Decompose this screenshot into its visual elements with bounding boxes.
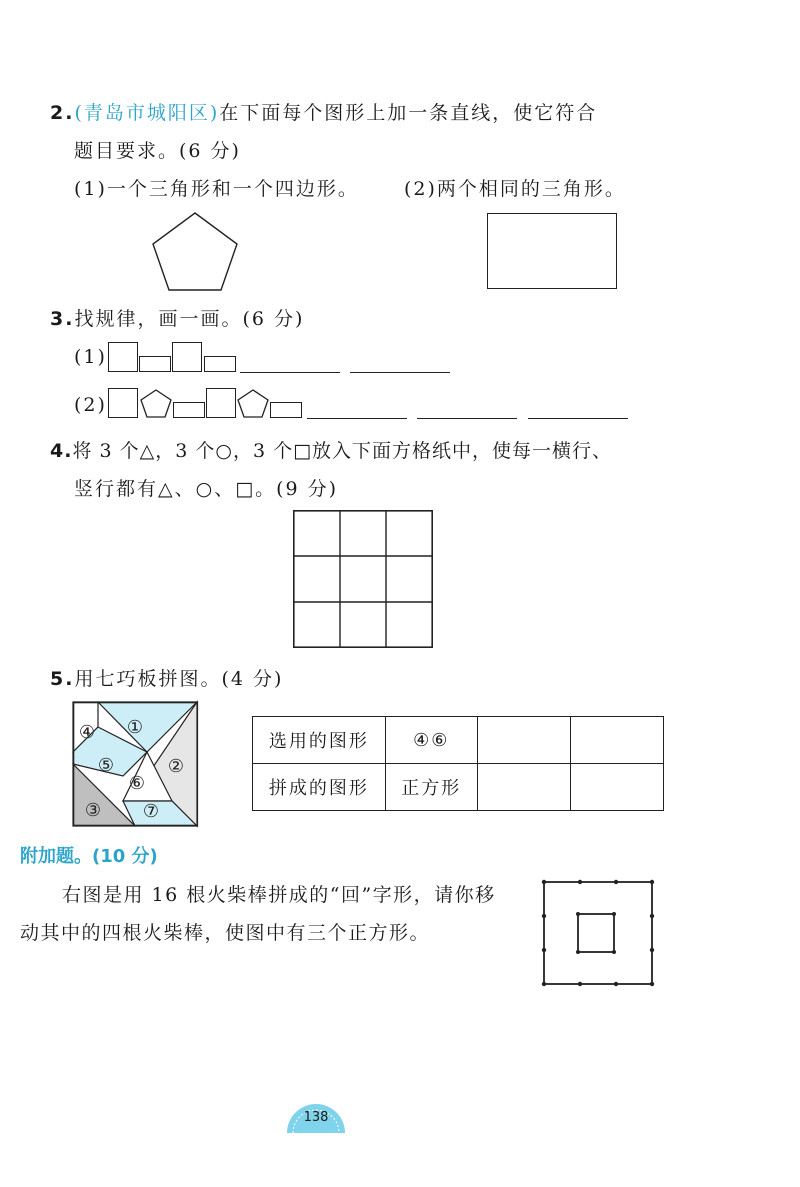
q4-text-line2: 竖行都有△、○、□。(9 分): [74, 478, 339, 500]
q3-text: 找规律，画一画。(6 分): [74, 308, 305, 330]
q2-line1: [50, 98, 597, 125]
pattern-pentagon: [140, 389, 172, 418]
grid-3x3[interactable]: [293, 510, 433, 648]
tangram-table: [252, 716, 664, 811]
q2-text-line2: 题目要求。(6 分): [74, 140, 241, 162]
q2-number: 2.: [50, 102, 75, 124]
pattern-square: [108, 388, 138, 418]
answer-blank[interactable]: [240, 372, 340, 373]
answer-blank[interactable]: [350, 372, 450, 373]
pattern-square: [172, 342, 202, 372]
pattern-pentagon: [237, 389, 269, 418]
answer-blank[interactable]: [417, 418, 517, 419]
q4-line1: [50, 436, 612, 463]
q3-number: 3.: [50, 308, 75, 330]
page-number: 138: [303, 1110, 329, 1125]
pattern-rectangle: [204, 356, 236, 372]
q3-row1-label: (1): [74, 346, 107, 368]
tangram-figure: [73, 702, 198, 826]
q3-title: [50, 304, 304, 331]
rectangle-figure[interactable]: [487, 213, 617, 289]
pattern-rectangle: [270, 402, 302, 418]
table-cell[interactable]: 正方形: [385, 764, 477, 811]
table-row: [253, 764, 664, 811]
bonus-text-line2: 动其中的四根火柴棒，使图中有三个正方形。: [20, 922, 431, 944]
tangram-label: ③: [84, 800, 102, 821]
q2-source: (青岛市城阳区): [74, 102, 220, 124]
answer-blank[interactable]: [528, 418, 628, 419]
table-header-cell: 拼成的图形: [253, 764, 386, 811]
q4-number: 4.: [50, 440, 73, 462]
q2-part2: (2)两个相同的三角形。: [404, 178, 626, 200]
q4-text-line1: 将 3 个△，3 个○，3 个□放入下面方格纸中，使每一横行、: [72, 440, 613, 462]
q5-number: 5.: [50, 668, 75, 690]
table-cell[interactable]: [477, 764, 570, 811]
matchstick-figure[interactable]: [540, 878, 656, 988]
pentagon-figure[interactable]: [150, 210, 242, 292]
q2-text-line1: 在下面每个图形上加一条直线，使它符合: [219, 102, 598, 124]
q2-part1: (1)一个三角形和一个四边形。: [74, 178, 359, 200]
bonus-text-line1: 右图是用 16 根火柴棒拼成的“回”字形，请你移: [62, 884, 496, 906]
table-cell[interactable]: [477, 717, 570, 764]
pattern-rectangle: [139, 356, 171, 372]
tangram-label: ⑦: [142, 801, 160, 822]
tangram-label: ④: [78, 722, 96, 743]
pattern-rectangle: [173, 402, 205, 418]
pattern-square: [206, 388, 236, 418]
table-cell[interactable]: ④⑥: [385, 717, 477, 764]
table-header-cell: 选用的图形: [253, 717, 386, 764]
table-row: [253, 717, 664, 764]
tangram-label: ①: [126, 717, 144, 738]
q3-row2-label: (2): [74, 394, 107, 416]
bonus-title: 附加题。(10 分): [20, 846, 158, 867]
tangram-label: ⑥: [128, 773, 146, 794]
table-cell[interactable]: [570, 764, 663, 811]
q5-text: 用七巧板拼图。(4 分): [74, 668, 284, 690]
tangram-label: ②: [167, 756, 185, 777]
pattern-square: [108, 342, 138, 372]
q5-title: [50, 664, 283, 691]
tangram-label: ⑤: [97, 755, 115, 776]
answer-blank[interactable]: [307, 418, 407, 419]
table-cell[interactable]: [570, 717, 663, 764]
